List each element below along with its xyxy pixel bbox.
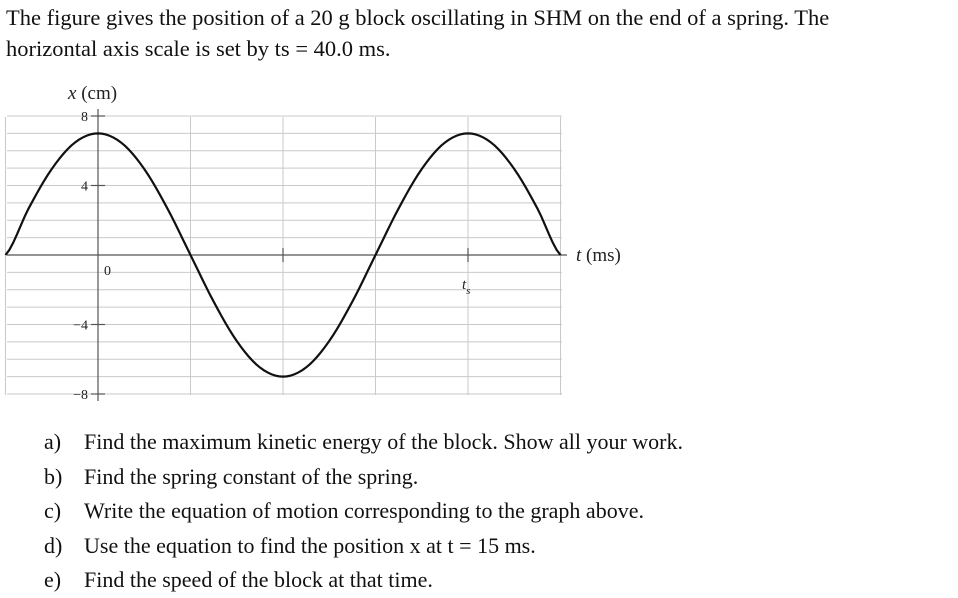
y-axis-title: [67, 83, 117, 104]
ts-label-main: t: [462, 277, 467, 293]
ts-label-subscript: s: [466, 285, 471, 297]
problem-line-2: horizontal axis scale is set by ts = 40.0 ms.: [6, 36, 391, 61]
data-point: [51, 168, 53, 170]
question-text: Use the equation to find the position x at t = 15 ms.: [84, 532, 536, 558]
data-point: [213, 301, 215, 303]
data-point: [259, 367, 261, 369]
question-text: Find the speed of the block at that time.: [84, 567, 433, 592]
y-tick-label: −8: [73, 388, 88, 403]
question-item: [44, 494, 683, 529]
data-point: [560, 254, 562, 256]
question-list: [44, 425, 683, 598]
x-axis-variable: t: [576, 245, 582, 266]
data-point: [5, 254, 7, 256]
data-point: [444, 142, 446, 144]
y-axis-unit: (cm): [76, 83, 118, 104]
question-letter: b): [44, 463, 63, 489]
data-point: [398, 208, 400, 210]
data-point: [421, 168, 423, 170]
data-point: [513, 168, 515, 170]
position-time-graph: [0, 75, 640, 410]
y-tick-label: 8: [81, 110, 88, 125]
data-point: [120, 142, 122, 144]
y-tick-label: 4: [81, 179, 88, 195]
x-axis-title: [576, 245, 621, 266]
data-point: [236, 340, 238, 342]
y-axis-variable: x: [68, 83, 77, 104]
problem-line-1: The figure gives the position of a 20 g block oscillating in SHM on the end of a spring. The: [6, 5, 830, 30]
data-point: [190, 254, 192, 256]
data-point: [490, 142, 492, 144]
question-item: [44, 460, 683, 495]
question-letter: d): [44, 532, 63, 558]
question-item: [44, 425, 683, 460]
x-axis-unit: (ms): [581, 245, 621, 266]
axes: [7, 109, 567, 401]
data-point: [143, 168, 145, 170]
problem-statement: [6, 2, 956, 64]
data-point: [328, 340, 330, 342]
question-letter: e): [44, 567, 62, 592]
data-point: [375, 254, 377, 256]
data-point: [467, 133, 469, 135]
y-tick-label: −4: [73, 318, 88, 334]
labels: [67, 83, 621, 403]
question-item: [44, 529, 683, 564]
data-point: [282, 376, 284, 378]
question-text: Find the maximum kinetic energy of the block. Show all your work.: [84, 429, 683, 454]
x-tick-label-origin: 0: [104, 264, 111, 279]
question-letter: c): [44, 498, 62, 523]
data-point: [28, 208, 30, 210]
question-text: Find the spring constant of the spring.: [84, 463, 419, 489]
data-point: [305, 367, 307, 369]
question-text: Write the equation of motion corresponding to the graph above.: [84, 498, 644, 523]
x-tick-label-ts: [462, 277, 470, 297]
data-point: [97, 133, 99, 135]
question-letter: a): [44, 429, 62, 454]
question-item: [44, 563, 683, 598]
data-point: [167, 208, 169, 210]
data-point: [74, 142, 76, 144]
data-point: [537, 208, 539, 210]
data-point: [352, 301, 354, 303]
